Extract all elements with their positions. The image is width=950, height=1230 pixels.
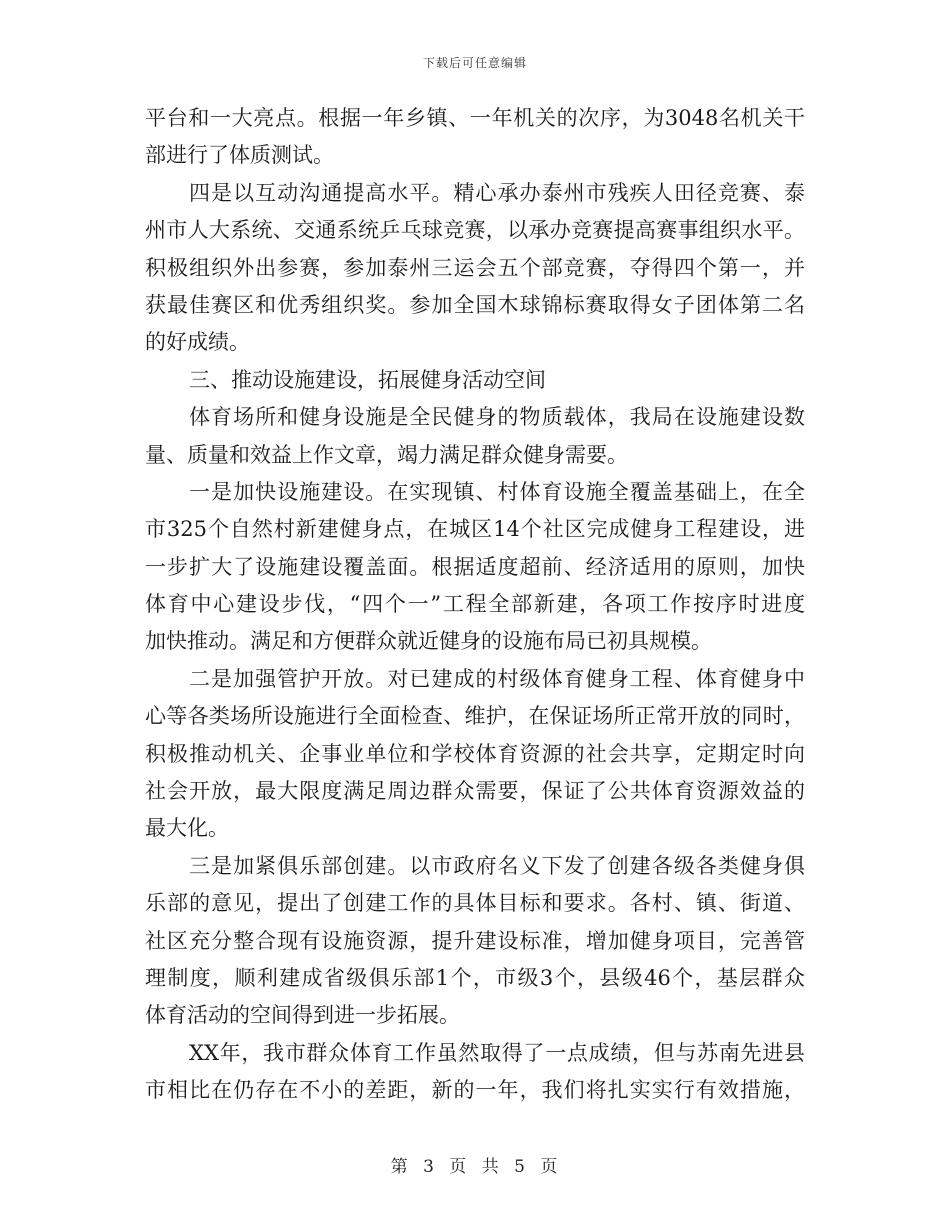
text-line: 获最佳赛区和优秀组织奖。参加全国木球锦标赛取得女子团体第二名 [145, 292, 805, 317]
text-line: 的好成绩。 [145, 330, 250, 355]
text-line: 平台和一大亮点。根据一年乡镇、一年机关的次序，为3048名机关干 [145, 106, 805, 130]
text-line: 一是加快设施建设。在实现镇、村体育设施全覆盖基础上，在全 [189, 479, 805, 504]
text-line: 三、推动设施建设，拓展健身活动空间 [189, 367, 546, 392]
text-line: 体育场所和健身设施是全民健身的物质载体，我局在设施建设数 [189, 405, 805, 430]
text-line: 市相比在仍存在不小的差距，新的一年，我们将扎实实行有效措施， [145, 1078, 805, 1103]
text-line: 三是加紧俱乐部创建。以市政府名义下发了创建各级各类健身俱 [189, 853, 805, 878]
text-line: 州市人大系统、交通系统乒乓球竞赛，以承办竞赛提高赛事组织水平。 [145, 218, 805, 243]
text-line: 体育活动的空间得到进一步拓展。 [145, 1003, 460, 1028]
text-line: XX年，我市群众体育工作虽然取得了一点成绩，但与苏南先进县 [189, 1040, 805, 1065]
text-line: 乐部的意见，提出了创建工作的具体目标和要求。各村、镇、街道、 [145, 891, 805, 916]
text-line: 积极组织外出参赛，参加泰州三运会五个部竞赛，夺得四个第一，并 [145, 255, 805, 280]
text-line: 体育中心建设步伐，“四个一”工程全部新建，各项工作按序时进度 [145, 592, 805, 617]
text-line: 最大化。 [145, 816, 229, 841]
text-line: 社区充分整合现有设施资源，提升建设标准，增加健身项目，完善管 [145, 928, 805, 953]
text-line: 积极推动机关、企事业单位和学校体育资源的社会共享，定期定时向 [145, 741, 805, 766]
page-header: 下载后可任意编辑 [422, 56, 527, 70]
text-line: 一步扩大了设施建设覆盖面。根据适度超前、经济适用的原则，加快 [145, 554, 805, 579]
text-line: 市325个自然村新建健身点，在城区14个社区完成健身工程建设，进 [145, 517, 805, 542]
text-line: 社会开放，最大限度满足周边群众需要，保证了公共体育资源效益的 [145, 779, 805, 804]
document-body [145, 100, 805, 1110]
text-line: 量、质量和效益上作文章，竭力满足群众健身需要。 [145, 442, 628, 467]
text-line: 四是以互动沟通提高水平。精心承办泰州市残疾人田径竞赛、泰 [189, 180, 805, 205]
text-line: 二是加强管护开放。对已建成的村级体育健身工程、体育健身中 [189, 666, 805, 691]
text-line: 理制度，顺利建成省级俱乐部1个，市级3个，县级46个，基层群众 [145, 965, 805, 990]
page-footer: 第 3 页 共 5 页 [390, 1157, 560, 1177]
text-line: 部进行了体质测试。 [145, 143, 334, 168]
text-line: 心等各类场所设施进行全面检查、维护，在保证场所正常开放的同时， [145, 704, 805, 729]
text-line: 加快推动。满足和方便群众就近健身的设施布局已初具规模。 [145, 629, 712, 654]
